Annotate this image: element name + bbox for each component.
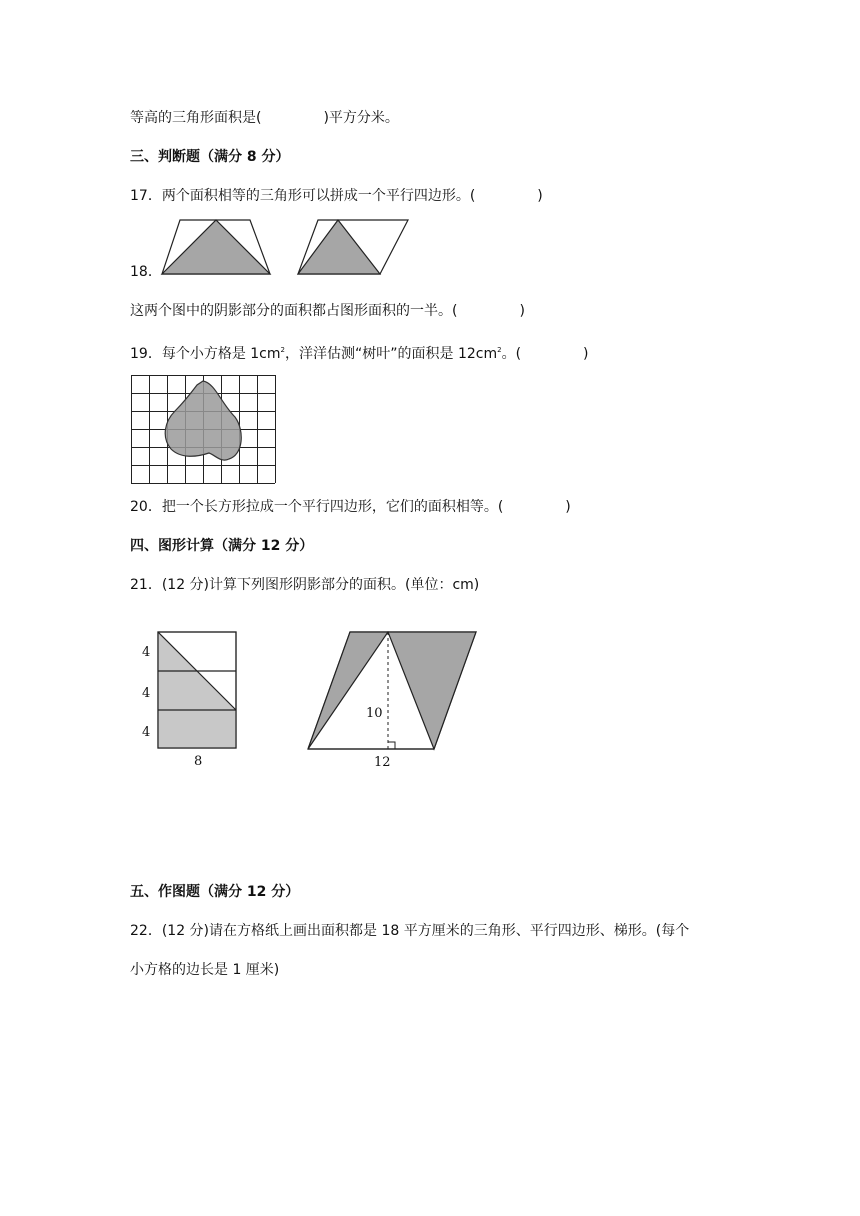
q18-figures [160, 218, 390, 278]
question-19 [130, 340, 589, 364]
q19-text-a: 每个小方格是 1cm [161, 346, 281, 362]
q22-text-1: (12 分)请在方格纸上画出面积都是 18 平方厘米的三角形、平行四边形、梯形。(每个 [161, 923, 690, 939]
q20-close: ) [565, 499, 571, 515]
q17-close: ) [537, 188, 543, 204]
q19-number: 19． [130, 346, 162, 362]
section3-heading: 三、判断题（满分 8 分） [130, 149, 290, 165]
fig1-label-2: 4 [142, 686, 151, 701]
q20-text: 把一个长方形拉成一个平行四边形，它们的面积相等。( [161, 499, 504, 515]
question-18 [130, 301, 525, 321]
q18-number: 18． [130, 264, 162, 280]
q22-number: 22． [130, 923, 162, 939]
q18-close: ) [519, 303, 525, 319]
prev-text-a: 等高的三角形面积是( [130, 110, 262, 126]
q19-leaf-grid [131, 375, 279, 483]
q21-number: 21． [130, 577, 162, 593]
prev-question-tail [130, 108, 399, 128]
fig1-shaded-rect [158, 710, 236, 748]
q17-number: 17． [130, 188, 162, 204]
fig1-label-3: 4 [142, 725, 151, 740]
question-17 [130, 186, 543, 206]
fig2-base-label: 12 [374, 755, 391, 770]
q21-text: (12 分)计算下列图形阴影部分的面积。(单位：cm) [161, 577, 480, 593]
fig1-label-1: 4 [142, 645, 151, 660]
q19-sup-a: 2 [280, 346, 285, 354]
q19-text-b: ，洋洋估测“树叶”的面积是 12cm [285, 346, 498, 362]
q19-close: ) [583, 346, 589, 362]
question-20 [130, 497, 571, 517]
q18-text: 这两个图中的阴影部分的面积都占图形面积的一半。( [130, 303, 458, 319]
section4-heading: 四、图形计算（满分 12 分） [130, 538, 314, 554]
q19-sup-b: 2 [497, 346, 502, 354]
q17-text: 两个面积相等的三角形可以拼成一个平行四边形。( [161, 188, 476, 204]
section5-heading: 五、作图题（满分 12 分） [130, 884, 300, 900]
leaf-shape [165, 381, 241, 460]
prev-text-b: )平方分米。 [323, 110, 399, 126]
question-22-line1 [130, 921, 689, 941]
fig1-bottom-label: 8 [194, 754, 203, 769]
question-21 [130, 575, 479, 595]
q21-figure-1 [130, 628, 250, 770]
q19-text-c: 。( [501, 346, 522, 362]
q20-number: 20． [130, 499, 162, 515]
question-22-line2: 小方格的边长是 1 厘米) [130, 962, 280, 978]
fig2-height-label: 10 [366, 706, 383, 721]
q21-figure-2 [300, 628, 490, 770]
